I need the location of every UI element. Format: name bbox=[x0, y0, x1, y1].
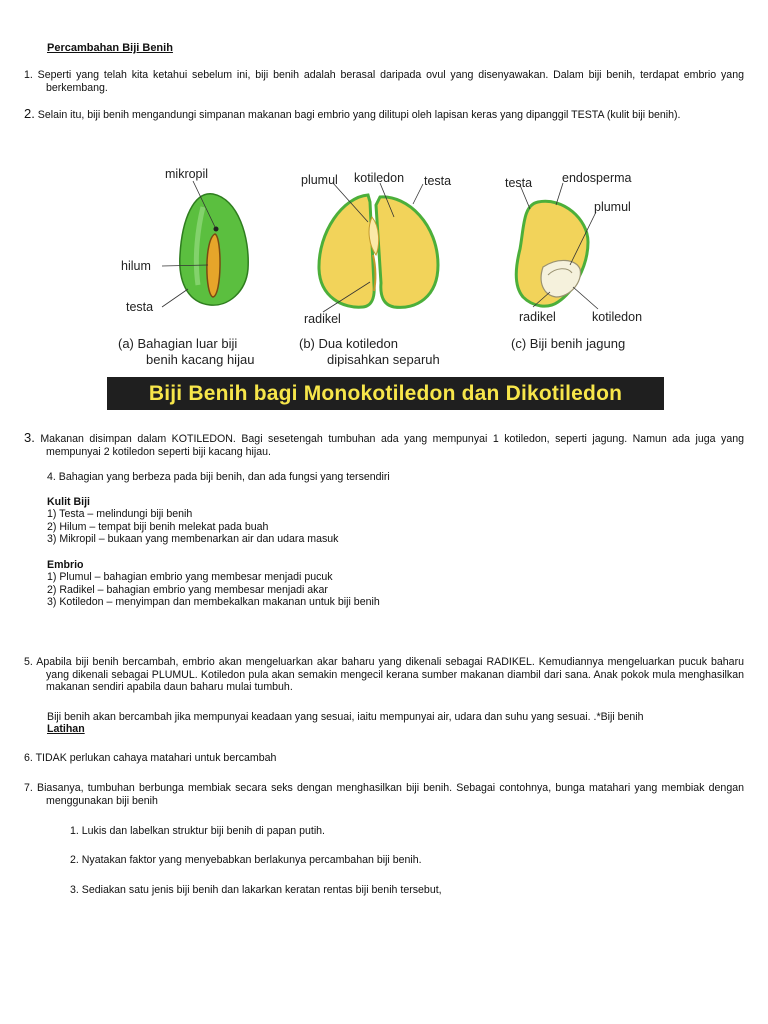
seed-b-drawing bbox=[319, 183, 438, 312]
caption-a-line1: (a) Bahagian luar biji bbox=[118, 336, 238, 351]
paragraph-3-number: 3. bbox=[24, 430, 35, 445]
label-plumul-c: plumul bbox=[594, 200, 631, 214]
kulit-biji-item-2: 2) Hilum – tempat biji benih melekat pada buah bbox=[47, 521, 269, 533]
label-mikropil: mikropil bbox=[165, 167, 209, 181]
embrio-item-2: 2) Radikel – bahagian embrio yang membesar menjadi akar bbox=[47, 584, 328, 596]
embrio-item-1: 1) Plumul – bahagian embrio yang membesar menjadi pucuk bbox=[47, 571, 333, 583]
paragraph-3 bbox=[24, 432, 744, 458]
caption-a-line2: benih kacang hijau bbox=[146, 352, 255, 367]
paragraph-2-number: 2. bbox=[24, 106, 35, 121]
paragraph-6: 6. TIDAK perlukan cahaya matahari untuk bercambah bbox=[24, 752, 277, 764]
label-hilum: hilum bbox=[121, 259, 151, 273]
latihan-heading: Latihan bbox=[47, 723, 85, 735]
label-testa-a: testa bbox=[126, 300, 154, 314]
paragraph-4: 4. Bahagian yang berbeza pada biji benih, dan ada fungsi yang tersendiri bbox=[47, 471, 390, 483]
exercise-3: 3. Sediakan satu jenis biji benih dan lakarkan keratan rentas biji benih tersebut, bbox=[70, 884, 442, 896]
label-testa-b: testa bbox=[424, 174, 452, 188]
exercise-2: 2. Nyatakan faktor yang menyebabkan berlakunya percambahan biji benih. bbox=[70, 854, 422, 866]
label-radikel-b: radikel bbox=[304, 312, 341, 326]
embrio-heading: Embrio bbox=[47, 559, 84, 571]
kulit-biji-item-1: 1) Testa – melindungi biji benih bbox=[47, 508, 193, 520]
label-testa-c: testa bbox=[505, 176, 533, 190]
label-plumul-b: plumul bbox=[301, 173, 338, 187]
paragraph-7: 7. Biasanya, tumbuhan berbunga membiak secara seks dengan menghasilkan biji benih. Sebagai contohnya, bunga matahari yang membiak dengan menggunakan biji benih bbox=[24, 782, 744, 807]
paragraph-5: 5. Apabila biji benih bercambah, embrio akan mengeluarkan akar baharu yang dikenali sebagai RADIKEL. Kemudiannya mengeluarkan pucuk baharu yang dikenali sebagai PLUMUL. Kotiledon pula akan semakin mengecil kerana sumber makanan diambil dari sana. Anak pokok mula menghasilkan makanan sendiri apabila daun baharu mulai tumbuh. bbox=[24, 656, 744, 693]
paragraph-1: 1. Seperti yang telah kita ketahui sebelum ini, biji benih adalah berasal daripada ovul yang disenyawakan. Dalam biji benih, terdapat embrio yang berkembang. bbox=[24, 69, 744, 94]
paragraph-2 bbox=[24, 108, 744, 122]
page-title: Percambahan Biji Benih bbox=[47, 42, 173, 54]
paragraph-2-text: Selain itu, biji benih mengandungi simpanan makanan bagi embrio yang dilitupi oleh lapisan keras yang dipanggil TESTA (kulit biji benih). bbox=[34, 109, 681, 121]
caption-b-line1: (b) Dua kotiledon bbox=[299, 336, 398, 351]
seed-diagram bbox=[118, 157, 664, 413]
kulit-biji-item-3: 3) Mikropil – bukaan yang membenarkan air dan udara masuk bbox=[47, 533, 339, 545]
label-kotiledon-b: kotiledon bbox=[354, 171, 405, 185]
caption-b-line2: dipisahkan separuh bbox=[327, 352, 440, 367]
kulit-biji-heading: Kulit Biji bbox=[47, 496, 90, 508]
label-endosperma: endosperma bbox=[562, 171, 632, 185]
label-kotiledon-c: kotiledon bbox=[592, 310, 643, 324]
exercise-1: 1. Lukis dan labelkan struktur biji benih di papan putih. bbox=[70, 825, 326, 837]
seed-c-drawing bbox=[516, 183, 598, 309]
paragraph-3-text: Makanan disimpan dalam KOTILEDON. Bagi sesetengah tumbuhan ada yang mempunyai 1 kotiledon, seperti jagung. Namun ada juga yang mempunyai 2 kotiledon seperti biji kacang hijau. bbox=[34, 433, 744, 458]
label-radikel-c: radikel bbox=[519, 310, 556, 324]
seed-a-drawing bbox=[162, 181, 248, 307]
embrio-item-3: 3) Kotiledon – menyimpan dan membekalkan makanan untuk biji benih bbox=[47, 596, 380, 608]
paragraph-5b: Biji benih akan bercambah jika mempunyai keadaan yang sesuai, iaitu mempunyai air, udara dan suhu yang sesuai. .*Biji benih bbox=[47, 711, 644, 723]
caption-c-line1: (c) Biji benih jagung bbox=[511, 336, 626, 351]
seed-figure bbox=[118, 157, 664, 413]
figure-banner: Biji Benih bagi Monokotiledon dan Dikotiledon bbox=[107, 377, 664, 410]
